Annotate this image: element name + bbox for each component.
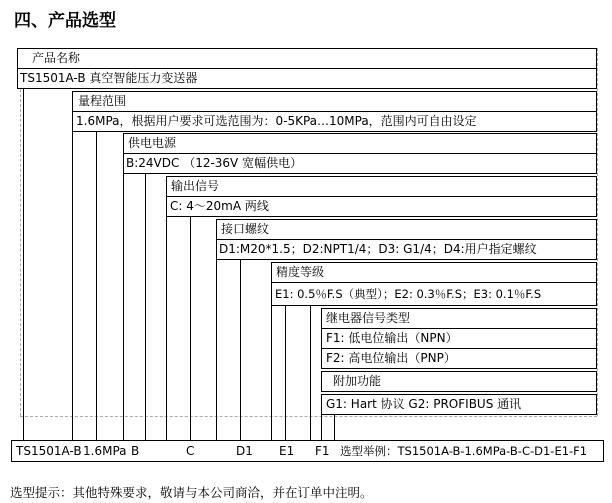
relay-f2: F2: 高电位输出（PNP）: [326, 351, 456, 365]
connector-model: [23, 89, 24, 440]
summary-relay: F1: [315, 444, 330, 458]
summary-power: B: [131, 444, 140, 458]
product-name-header-box: [17, 48, 597, 69]
dashed-frame-left: [20, 89, 21, 416]
dashed-frame-bottom: [20, 416, 597, 417]
product-name-header: 产品名称: [32, 51, 81, 65]
product-name: TS1501A-B 真空智能压力变送器: [20, 71, 198, 85]
output-header: 输出信号: [171, 179, 220, 193]
output-header-box: [166, 176, 597, 197]
connector-accuracy: [285, 306, 286, 440]
connector-power-left: [123, 174, 124, 440]
output-value: C: 4～20mA 两线: [170, 199, 269, 213]
power-value: B:24VDC （12-36V 宽幅供电）: [126, 156, 303, 170]
summary-range: 1.6MPa: [83, 444, 127, 458]
summary-thread: D1: [236, 444, 253, 458]
connector-range-left: [72, 132, 73, 440]
relay-header: 继电器信号类型: [326, 311, 411, 325]
summary-accuracy: E1: [279, 444, 295, 458]
extra-value: G1: Hart 协议 G2: PROFIBUS 通讯: [326, 397, 522, 411]
range-value: 1.6MPa，根据用户要求可选范围为：0-5KPa…10MPa，范围内可自由设定: [76, 114, 477, 128]
selection-note: 选型提示：其他特殊要求，敬请与本公司商洽，并在订单中注明。: [10, 485, 373, 500]
section-title: 四、产品选型: [14, 11, 116, 31]
dashed-frame-right: [597, 48, 598, 416]
selection-example: 选型举例：TS1501A-B-1.6MPa-B-C-D1-E1-F1: [340, 444, 588, 458]
accuracy-value: E1: 0.5％F.S（典型）；E2: 0.3％F.S；E3: 0.1％F.S: [275, 287, 542, 301]
connector-relay: [321, 415, 322, 440]
connector-range: [96, 132, 97, 440]
connector-output-left: [166, 217, 167, 440]
connector-accuracy-left: [271, 306, 272, 440]
extra-header: 附加功能: [333, 374, 382, 388]
thread-header-box: [216, 219, 597, 240]
power-header-box: [123, 133, 597, 154]
thread-value: D1:M20*1.5；D2:NPT1/4；D3: G1/4；D4:用户指定螺纹: [219, 242, 537, 256]
connector-thread: [240, 260, 241, 440]
thread-header: 接口螺纹: [221, 222, 270, 236]
power-header: 供电电源: [128, 136, 177, 150]
connector-output: [190, 217, 191, 440]
connector-power: [145, 174, 146, 440]
range-header-box: [72, 91, 597, 112]
connector-thread-left: [216, 260, 217, 440]
range-header: 量程范围: [78, 94, 127, 108]
summary-model: TS1501A-B: [16, 444, 82, 458]
connector-example: [334, 415, 335, 440]
summary-output: C: [186, 444, 195, 458]
relay-f1: F1: 低电位输出（NPN）: [326, 331, 458, 345]
connector-accuracy-right: [310, 306, 311, 440]
accuracy-header: 精度等级: [276, 265, 325, 279]
